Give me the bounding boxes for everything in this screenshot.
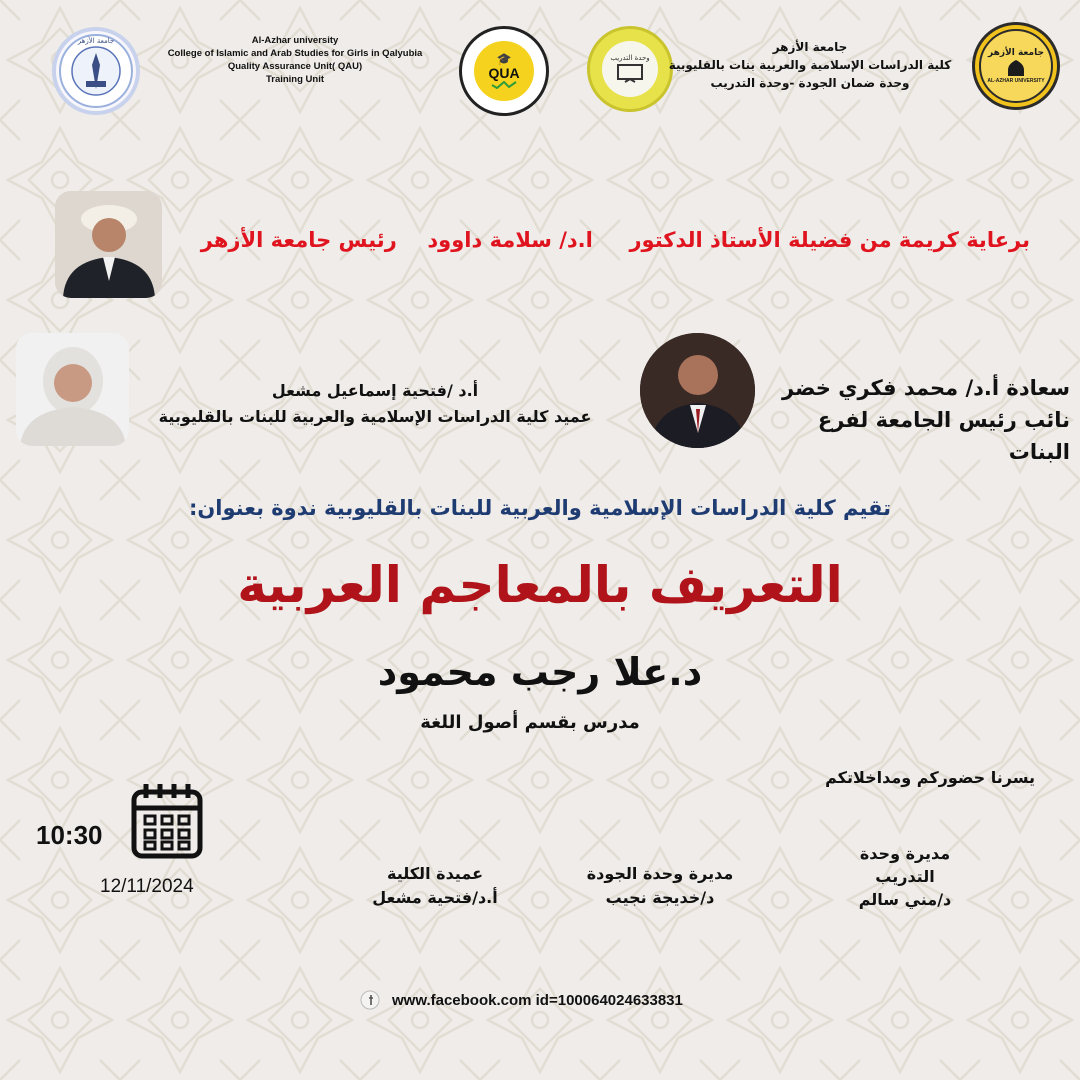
seminar-title: التعريف بالمعاجم العربية [237,556,843,614]
signature-quality-line2: د/خديجة نجيب [605,888,715,907]
signature-training [830,842,980,911]
english-line-college: College of Islamic and Arab Studies for Girls in Qalyubia [167,48,423,59]
vice-president-title: نائب رئيس الجامعة لفرع البنات [817,408,1070,464]
person-icon [55,191,162,298]
person-icon [640,333,755,448]
dean-block [140,378,610,430]
calendar-icon [130,780,204,860]
patronage-name: ا.د/ سلامة داوود [427,228,593,252]
header-arabic-block [660,38,960,92]
college-logo-text: جامعة الأزهر [77,37,115,45]
arabic-line-university: جامعة الأزهر [772,40,848,54]
training-logo-text: وحدة التدريب [610,54,650,62]
facebook-link[interactable]: www.facebook.com id=100064024633831 [392,991,683,1009]
welcome-text: يسرنا حضوركم ومداخلاتكم [825,768,1035,787]
mosque-icon [1004,58,1028,78]
dean-name: أ.د /فتحية إسماعيل مشعل [271,381,479,400]
event-date: 12/11/2024 [100,876,194,897]
speaker-name: د.علا رجب محمود [377,650,703,694]
dean-photo [16,333,129,446]
qua-logo-text: QUA [488,65,520,81]
board-icon [615,62,645,84]
vice-president-photo [640,333,755,448]
signature-training-line3: د/مني سالم [858,890,952,909]
university-logo-text: جامعة الأزهر [988,48,1044,58]
dean-title: عميد كلية الدراسات الإسلامية والعربية للبنات بالقليوبية [158,407,592,426]
vice-president-block [755,372,1070,468]
header-english-block [150,34,440,86]
president-photo [55,191,162,298]
event-time: 10:30 [36,820,103,850]
patronage-line [170,228,1030,252]
signature-quality [570,862,750,910]
facebook-link-row[interactable] [360,990,683,1010]
arabic-line-units: وحدة ضمان الجودة -وحدة التدريب [710,76,910,90]
patronage-title: رئيس جامعة الأزهر [200,228,397,252]
check-icon [491,81,517,89]
arabic-line-college: كلية الدراسات الإسلامية والعربية بنات بالقليوبية [668,58,952,72]
facebook-icon[interactable] [360,990,380,1010]
patronage-intro: برعاية كريمة من فضيلة الأستاذ الدكتور [629,228,1030,252]
english-line-quality: Quality Assurance Unit( QAU) [227,61,363,72]
announcement-text: تقيم كلية الدراسات الإسلامية والعربية للبنات بالقليوبية ندوة بعنوان: [188,496,892,520]
graduation-cap-icon: 🎓 [496,52,512,66]
signature-training-line2: التدريب [875,867,935,886]
signature-dean [350,862,520,910]
signature-training-line1: مديرة وحدة [859,844,951,863]
university-logo [972,22,1060,110]
signature-dean-line2: أ.د/فتحية مشعل [372,888,498,907]
speaker-position: مدرس بقسم أصول اللغة [420,712,640,733]
person-icon [16,333,129,446]
signature-dean-line1: عميدة الكلية [386,864,483,883]
english-line-training: Training Unit [265,74,325,85]
college-logo [52,27,140,115]
qua-logo [459,26,549,116]
english-line-university: Al-Azhar university [251,35,339,46]
university-logo-en: AL-AZHAR UNIVERSITY [987,78,1045,84]
signature-quality-line1: مديرة وحدة الجودة [586,864,734,883]
vice-president-name: سعادة أ.د/ محمد فكري خضر [782,376,1070,400]
